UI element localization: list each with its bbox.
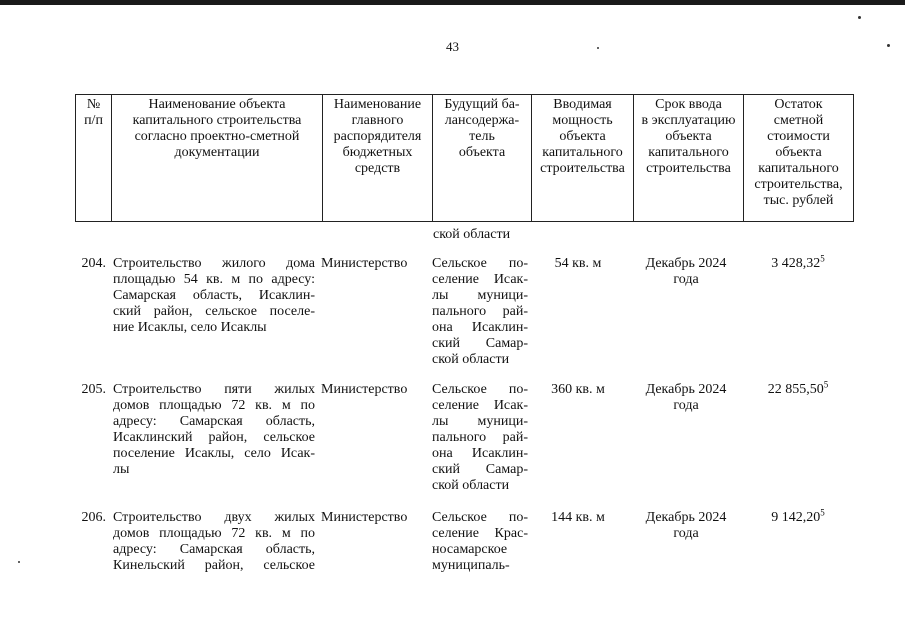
row-capacity: 144 кв. м bbox=[551, 510, 605, 525]
row-capacity: 360 кв. м bbox=[551, 382, 605, 397]
footnote-mark: 5 bbox=[820, 507, 825, 518]
row-remaining-cost: 3 428,32$^5$ bbox=[771, 253, 825, 271]
footnote-mark: 5 bbox=[823, 379, 829, 390]
header-remaining-cost: Остаток сметной стоимости объекта капитального строительства, тыс. рублей bbox=[744, 95, 854, 222]
row-balance-holder: Сельское по- селение Крас- носамарское муниципаль- bbox=[432, 510, 528, 573]
scan-speck bbox=[18, 561, 20, 563]
header-balance-holder: Будущий ба- лансодержа- тель объекта bbox=[433, 95, 532, 222]
row-commissioning-term: Декабрь 2024 года bbox=[645, 256, 727, 287]
row-commissioning-term: Декабрь 2024 года bbox=[645, 382, 727, 413]
row-object-name: Строительство двух жилых домов площадью 72 кв. м по адресу: Самарская область, Кинельский район, сельское bbox=[113, 510, 315, 573]
row-object-name: Строительство жилого дома площадью 54 кв. м по адресу: Самарская область, Исаклин- ский район, сельское поселе- ние Исаклы, село Исаклы bbox=[113, 256, 315, 335]
row-number: 206. bbox=[81, 510, 106, 525]
header-commissioning-term: Срок ввода в эксплуатацию объекта капитального строительства bbox=[634, 95, 744, 222]
continued-balance-text: ской области bbox=[433, 227, 511, 242]
row-balance-holder: Сельское по- селение Исак- лы муници- пального рай- она Исаклин- ский Самар- ской области bbox=[432, 256, 528, 367]
row-capacity: 54 кв. м bbox=[554, 256, 602, 271]
row-manager: Министерство bbox=[321, 382, 408, 397]
row-balance-holder: Сельское по- селение Исак- лы муници- пального рай- она Исаклин- ский Самар- ской области bbox=[432, 382, 528, 493]
row-number: 205. bbox=[81, 382, 106, 397]
row-number: 204. bbox=[81, 256, 106, 271]
header-number: № п/п bbox=[76, 95, 112, 222]
row-remaining-cost: 9 142,20$^5$ bbox=[771, 507, 825, 525]
row-manager: Министерство bbox=[321, 256, 408, 271]
header-object-name: Наименование объекта капитального строительства согласно проектно-сметной документации bbox=[112, 95, 323, 222]
footnote-mark: 5 bbox=[820, 253, 825, 264]
header-capacity: Вводимая мощность объекта капитального строительства bbox=[532, 95, 634, 222]
scan-speck bbox=[858, 16, 861, 19]
scan-top-edge bbox=[0, 0, 905, 5]
header-manager: Наименование главного распорядителя бюджетных средств bbox=[323, 95, 433, 222]
page-number: 43 bbox=[446, 39, 459, 54]
row-object-name: Строительство пяти жилых домов площадью 72 кв. м по адресу: Самарская область, Исаклинский район, сельское поселение Исаклы, село Исак- лы bbox=[113, 382, 315, 477]
table-header bbox=[75, 94, 854, 222]
row-remaining-cost: 22 855,50$^5$ bbox=[767, 379, 829, 397]
row-commissioning-term: Декабрь 2024 года bbox=[645, 510, 727, 541]
row-manager: Министерство bbox=[321, 510, 408, 525]
